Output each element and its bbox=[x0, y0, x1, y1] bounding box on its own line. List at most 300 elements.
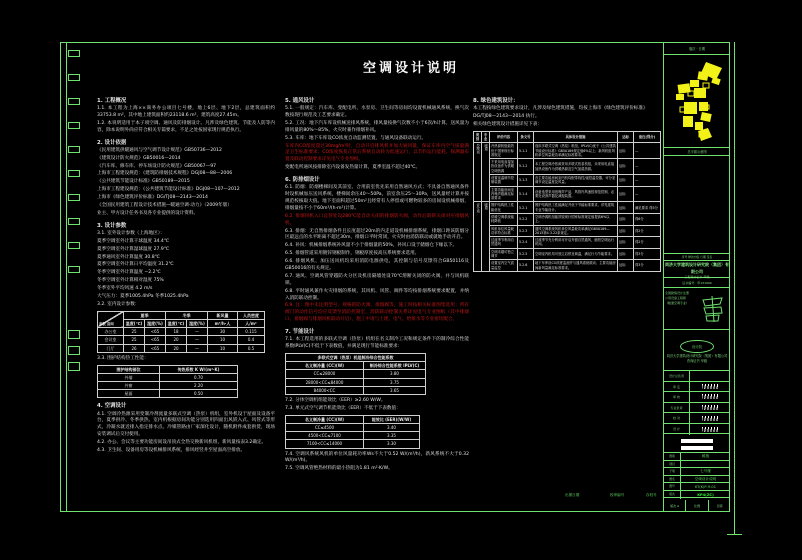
table-cell: — bbox=[634, 143, 661, 159]
table-cell: 5.2.1 bbox=[518, 202, 534, 214]
company-line: 咨询证书 甲级 bbox=[686, 359, 708, 364]
table-cell: 5.1.1 bbox=[518, 143, 534, 159]
binding-box bbox=[68, 242, 80, 249]
spec-paragraph: 6.9. 注：图中未注明型号、规格的防火阀、排烟阀等，施工时按相关标准图集选用；所有阀门的动作信号均应反馈至消防控制室，消防联动控制关系详见电气专业图纸（其中排烟口、排烟阀与排烟风机联动开启），施工中请与土建、电气、给排水等专业密切配合。 bbox=[285, 303, 469, 323]
info-table bbox=[664, 452, 730, 498]
binding-box bbox=[68, 346, 80, 355]
table-row bbox=[286, 415, 420, 423]
spec-paragraph: 3.1. 室外设计参数（上海地区）： bbox=[97, 230, 165, 236]
table-cell: 达标 bbox=[618, 143, 634, 159]
binding-box bbox=[68, 170, 80, 177]
table-cell: 达标 bbox=[618, 260, 634, 272]
signature-label: 校 对 bbox=[664, 413, 690, 423]
spec-paragraph: 冬季空调室外计算相对湿度 75% bbox=[97, 278, 164, 284]
spec-paragraph: 变配电所通风按排除室内设备发热量计算，夏季室温不超过40℃。 bbox=[285, 165, 421, 171]
signature-row bbox=[664, 424, 730, 435]
table-cell: 冷热源机组能效优于国家现行标准规定 bbox=[490, 143, 518, 159]
signature-label: 审 定 bbox=[664, 382, 690, 392]
table-cell: 暖通 bbox=[482, 143, 490, 202]
notes-column-3 bbox=[473, 93, 660, 275]
table-cell: 地下车库设CO浓度监测并与通风系统联动；主要功能房间新风量满足标准要求。 bbox=[535, 261, 616, 270]
table-cell: 空调末端可独立调节 bbox=[490, 248, 518, 260]
spec-paragraph: 冬季室外平均风速 4.2 m/s bbox=[97, 286, 153, 292]
certificate-number: 证书编号：甲131000 bbox=[664, 278, 730, 288]
info-label: 图别 bbox=[664, 453, 681, 460]
table-cell: 供暖空调系统能耗降低 bbox=[490, 214, 518, 226]
table-cell: 温度(℃) bbox=[124, 320, 145, 328]
spec-paragraph: 夏季空调室外计算日平均温度 31.2℃ bbox=[97, 262, 174, 268]
info-value: 七号楼 bbox=[700, 468, 711, 473]
table-cell: 通风空调系统风机单位风量耗功率满足GB50189—2015第4.3.22条规定。 bbox=[534, 225, 618, 237]
table-cell: 满足要求 得5分 bbox=[634, 202, 661, 214]
table-cell: 人/m² bbox=[238, 320, 265, 328]
spec-paragraph: 4.3. 卫生间、设备用房等设机械排风系统，排风经竖井至屋面高空排放。 bbox=[97, 447, 246, 453]
table-cell: <65 bbox=[145, 336, 166, 344]
info-label: 版次 bbox=[664, 491, 681, 499]
binding-box bbox=[68, 266, 80, 273]
spec-paragraph: 冬季空调室外计算温度 −2.2℃ bbox=[97, 270, 161, 276]
info-row bbox=[664, 491, 730, 499]
spec-paragraph: 5.2. 工况：地下汽车库设机械送排风系统，排风量按换气次数不小于6次/h计算，送风量为排风量的80%～85%，火灾时兼作排烟补风。 bbox=[285, 120, 469, 133]
logo-oval: 设计院 bbox=[680, 340, 714, 353]
table-row bbox=[474, 237, 661, 249]
table-row bbox=[286, 432, 420, 440]
strip-cell: 日期 bbox=[716, 504, 723, 508]
table-cell: 达标 bbox=[618, 159, 634, 175]
table-cell: 0.115 bbox=[238, 328, 265, 336]
table-cell: 屋面 bbox=[98, 390, 160, 398]
signature-row bbox=[664, 392, 730, 403]
table-cell: 5.2.3 bbox=[518, 225, 534, 237]
table-cell: 5.2.2 bbox=[518, 214, 534, 226]
signature-row bbox=[664, 403, 730, 414]
table-cell: 得3分 bbox=[634, 260, 661, 272]
table-cell: 传热系数 K W/(m²·K) bbox=[160, 365, 238, 373]
strip-cell: 版次 A bbox=[664, 500, 686, 512]
table-row bbox=[98, 336, 265, 344]
info-value: KT(K)P-9-01 bbox=[695, 484, 716, 489]
table-row bbox=[286, 423, 420, 431]
table-cell: 围护结构热工性能满足并优于节能标准要求，详见建筑专业节能设计。 bbox=[534, 202, 618, 214]
table-cell: 2.20 bbox=[160, 382, 238, 390]
table-cell: 湿度(%) bbox=[145, 320, 166, 328]
table-row bbox=[286, 362, 426, 370]
signature-value bbox=[690, 405, 730, 410]
table-cell: 暖通 bbox=[482, 202, 490, 271]
sheet-edge-line bbox=[734, 42, 735, 534]
spec-paragraph: 《建筑设计防火规范》GB50016—2014 bbox=[97, 155, 181, 161]
company-logo bbox=[664, 338, 730, 354]
table-cell: 3.65 bbox=[364, 386, 426, 394]
table-cell: 外窗 bbox=[98, 382, 160, 390]
table-cell: 名义制冷量 (CC)(W) bbox=[286, 362, 364, 370]
info-label: 项目 bbox=[664, 461, 681, 468]
table-row bbox=[474, 248, 661, 260]
table-row bbox=[474, 202, 661, 214]
signature-value bbox=[690, 427, 730, 432]
table-cell: 外墙 bbox=[98, 373, 160, 381]
key-map-drawing bbox=[668, 58, 726, 144]
table-row bbox=[474, 143, 661, 159]
plot-stamp: 校审编号 bbox=[610, 493, 625, 497]
table-cell: 18 bbox=[166, 328, 187, 336]
spec-paragraph: 7.1. 本工程选用的多联式空调（热泵）机组在名义制冷工况和规定条件下的制冷综合性能系数IPLV(C)不低于下表数值，并满足现行节能标准要求： bbox=[285, 337, 469, 350]
table-cell: 达标 bbox=[618, 248, 634, 260]
table-row bbox=[98, 373, 238, 381]
signature-scribble bbox=[702, 384, 719, 389]
table-unit bbox=[285, 415, 420, 449]
certificate-grade: 工程设计证书 甲级 bbox=[684, 275, 710, 280]
table-cell: CC≤4500 bbox=[286, 423, 364, 431]
signature-scribble bbox=[702, 416, 719, 421]
company-line: 同济大学建筑设计研究院（集团）有限公司 bbox=[666, 354, 728, 358]
signature-label: 设计总负责 bbox=[664, 371, 690, 381]
section-heading: 1. 工程概况 bbox=[97, 98, 127, 104]
spec-paragraph: 车库内CO浓度超过30mg/m³时，自动开启排风机并加大通风量，保证车库内空气质量满足卫生标准要求；CO浓度恢复正常后系统自动转为低速运行，以节约运行能耗。探测器布置及联动控制要求详见电气专业图纸。 bbox=[285, 143, 469, 163]
table-cell: 达标 bbox=[618, 131, 634, 143]
binding-marks bbox=[68, 42, 82, 512]
table-cell: 达标 bbox=[618, 186, 634, 202]
signature-label: 审 核 bbox=[664, 392, 690, 402]
spec-paragraph: 6.3. 排烟：无自然排烟条件且长度超过20m的内走道设机械排烟系统，排烟口距该防烟分区最远点的水平距离不超过30m，排烟口平时常闭，火灾时由消防联动或就地手动开启。 bbox=[285, 228, 469, 241]
table-cell: <65 bbox=[145, 328, 166, 336]
table-row bbox=[474, 175, 661, 187]
key-map-caption: 总平面示意图 bbox=[664, 148, 730, 156]
spec-paragraph: 《汽车库、修车库、停车场设计防火规范》GB50067—97 bbox=[97, 163, 217, 169]
spec-paragraph: 7.5. 空调风管绝热材料的最小热阻为1.81 m²·K/W。 bbox=[285, 466, 393, 472]
table-cell: 得2分 bbox=[634, 225, 661, 237]
stamp-icon bbox=[700, 294, 726, 324]
signature-row bbox=[664, 371, 730, 382]
table-cell: 围护结构部位 bbox=[98, 365, 160, 373]
table-row bbox=[98, 390, 238, 398]
table-cell: 设置室温调节控制装置 bbox=[490, 175, 518, 187]
table-cell: 湿度(%) bbox=[187, 320, 208, 328]
table-cell: 5.1.3 bbox=[518, 175, 534, 187]
table-cell: 20 bbox=[166, 336, 187, 344]
table-cell: 各主要功能房间室内机均配带线控/遥控温控器，可分室调节设定温度及风量。 bbox=[534, 175, 618, 187]
table-cell: — bbox=[187, 344, 208, 352]
spec-paragraph: 夏季空调室外计算湿球温度 27.9℃ bbox=[97, 246, 169, 252]
info-value: 暖施 bbox=[701, 453, 710, 458]
table-cell: — bbox=[634, 175, 661, 187]
table-cell: 84000<CC bbox=[286, 386, 364, 394]
spacer bbox=[664, 330, 730, 338]
redacted-bar bbox=[681, 446, 713, 450]
table-cell: 新风量 bbox=[208, 311, 238, 319]
table-cell: 3.35 bbox=[364, 432, 420, 440]
table-row bbox=[98, 365, 238, 373]
table-cell: 条文号 bbox=[518, 131, 534, 143]
spec-paragraph: 4.1. 空调冷热源采用变制冷剂流量多联式空调（热泵）机组，室外机设于屋面及设备平台，夏季供冷、冬季供热。室内机根据房间功能分别选用四面出风嵌入式、风管式等形式，冷凝水就近排入指定排水点。冷媒管路由厂家深化设计，随机附件成套供货，现场安装调试后交付使用。 bbox=[97, 411, 275, 438]
spec-paragraph: 4.2. 办公、会议等主要功能房间设吊顶式全热交换新风机组，新风量按表3.2确定。 bbox=[97, 440, 267, 446]
table-cell: 0.5 bbox=[238, 344, 265, 352]
table-row bbox=[98, 320, 265, 328]
section-heading: 4. 空调设计 bbox=[97, 403, 127, 410]
signature-value bbox=[690, 416, 730, 421]
table-cell: 围护结构热工性能优化 bbox=[490, 202, 518, 214]
info-label: 图名 bbox=[664, 476, 681, 483]
table-row bbox=[286, 440, 420, 448]
table-indoor bbox=[97, 311, 265, 353]
table-cell: m³/h·人 bbox=[208, 320, 238, 328]
table-cell: 5.1.2 bbox=[518, 159, 534, 175]
table-cell: 专业 bbox=[482, 131, 490, 143]
table-cell: 夏季 bbox=[124, 311, 166, 319]
table-green bbox=[473, 131, 661, 272]
registration-stamp bbox=[696, 288, 730, 329]
spec-paragraph: 5.3. 车库：地下车库设CO浓度自动监测装置，与通风设备联动运行。 bbox=[285, 135, 427, 141]
table-cell: 能效比 (EER)(W/W) bbox=[364, 415, 420, 423]
table-cell: 达标 bbox=[618, 214, 634, 226]
table-cell: 主要功能房间室内噪声级满足标准要求 bbox=[490, 186, 518, 202]
info-label: 子项 bbox=[664, 468, 681, 475]
info-row bbox=[664, 468, 730, 476]
title-block bbox=[663, 42, 730, 512]
info-row bbox=[664, 461, 730, 469]
signature-label: 设 计 bbox=[664, 424, 690, 435]
table-cell: 3.40 bbox=[364, 423, 420, 431]
frame-margin-line bbox=[66, 42, 67, 512]
spec-paragraph: 夏季通风室外计算温度 30.8℃ bbox=[97, 254, 160, 260]
section-heading: 2. 设计依据 bbox=[97, 139, 127, 146]
notes-column-2 bbox=[285, 93, 469, 474]
table-cell: 冬季 bbox=[166, 311, 208, 319]
revision-area bbox=[664, 156, 730, 254]
table-cell: 28000<CC≤84000 bbox=[286, 378, 364, 386]
table-row bbox=[98, 382, 238, 390]
table-cell: 26 bbox=[124, 344, 145, 352]
spec-paragraph: 6.7. 通风、空调风管穿越防火分区及机房隔墙处设70℃熔断关闭的防火阀，并与风机联锁。 bbox=[285, 273, 469, 286]
table-cell: <65 bbox=[145, 344, 166, 352]
table-cell: 10 bbox=[208, 344, 238, 352]
table-envelope bbox=[97, 365, 238, 399]
binding-box bbox=[68, 194, 80, 201]
spec-paragraph: 6.5. 排烟管道采用镀锌钢板制作，钢板厚度按高压系统要求选用。 bbox=[285, 251, 420, 257]
section-heading: 3. 设计参数 bbox=[97, 222, 127, 229]
table-cell: 7100<CC≤14000 bbox=[286, 440, 364, 448]
binding-box bbox=[68, 362, 80, 371]
table-cell: 得2分 bbox=[634, 237, 661, 249]
notes-column-1 bbox=[97, 93, 275, 456]
spec-paragraph: 本工程按绿色建筑要求设计，凡涉及绿色建筑措施，均按上海市《绿色建筑评价标准》 bbox=[473, 106, 648, 112]
table-cell: 过渡季节充分利用可开启外窗自然通风，缩短空调运行时间。 bbox=[534, 237, 618, 249]
spec-paragraph: 《公共建筑节能设计标准》GB50189—2015 bbox=[97, 179, 190, 185]
table-cell: 参数 房间 bbox=[98, 311, 124, 327]
company-text bbox=[664, 354, 730, 370]
table-row bbox=[286, 354, 426, 362]
binding-box bbox=[68, 50, 80, 57]
table-row bbox=[474, 186, 661, 202]
table-vrf bbox=[285, 353, 426, 395]
binding-box bbox=[68, 98, 80, 105]
table-row bbox=[474, 131, 661, 143]
plot-stamp: 存档号 bbox=[646, 493, 657, 497]
table-cell: 30 bbox=[208, 328, 238, 336]
company-name: 同济大学建筑设计研究院（集团）有限公司 bbox=[665, 262, 729, 275]
table-cell: 10 bbox=[208, 336, 238, 344]
table-cell: 3.80 bbox=[364, 370, 426, 378]
table-cell: 设置室内空气质量监控 bbox=[490, 260, 518, 272]
section-heading: 8. 绿色建筑设计： bbox=[473, 98, 519, 104]
revision-header bbox=[664, 42, 730, 55]
sheet-edge-tick bbox=[727, 534, 742, 535]
registration-note bbox=[664, 288, 696, 329]
signature-row bbox=[664, 413, 730, 424]
signature-scribble bbox=[702, 427, 719, 432]
table-cell: 0.4 bbox=[238, 336, 265, 344]
spec-paragraph: 6.1. 防烟：防烟楼梯间及其前室、合用前室优先采用自然通风方式；不具备自然通风条件时设机械加压送风系统，楼梯间余压40～50Pa，前室余压25～30Pa，送风量经计算并按规范校核取大值。地下室面积超过50m²且经常有人停留或可燃物较多的房间设机械排烟，排烟量按不小于60m³/(h·m²)计算。 bbox=[285, 185, 469, 211]
table-cell: 过渡季节利用自然通风 bbox=[490, 237, 518, 249]
table-row bbox=[286, 386, 426, 394]
section-heading: 7. 节能设计 bbox=[285, 329, 315, 336]
redacted-bars bbox=[664, 436, 730, 452]
table-cell: CC≤28000 bbox=[286, 370, 364, 378]
table-cell: 类别 bbox=[474, 131, 482, 143]
table-cell: — bbox=[634, 186, 661, 202]
table-cell: — bbox=[634, 159, 661, 175]
table-cell: 5.2.6 bbox=[518, 260, 534, 272]
registration-area bbox=[664, 288, 730, 330]
table-row bbox=[474, 260, 661, 272]
table-cell: 空调室内机均可独立启停及调温，满足行为节能要求。 bbox=[534, 248, 618, 260]
table-row bbox=[474, 225, 661, 237]
spec-paragraph: 1.2. 本说明适用于本子项空调、通风及防排烟设计。凡涉及绿色建筑、节能及人防等内容，除本说明外尚应符合相关专篇要求，不足之处按国家现行规范执行。 bbox=[97, 120, 275, 133]
spec-paragraph: 6.8. 平时通风兼作火灾排烟的系统，其风机、风管、阀件等均按排烟系统要求配置，并纳入消防联动控制。 bbox=[285, 288, 469, 301]
spec-paragraph: 6.2. 排烟风机入口总管处设280℃能自动关闭的排烟防火阀，动作后联锁关闭对应排烟风机。 bbox=[285, 213, 469, 226]
table-cell: 达标 bbox=[618, 237, 634, 249]
signature-label: 专业负责 bbox=[664, 403, 690, 413]
revision-header-label: 版次 · 日期 bbox=[689, 46, 705, 51]
table-cell: 20 bbox=[166, 344, 187, 352]
spec-paragraph: 上海市工程建设规范：《公共建筑节能设计标准》DGJ08—107—2012 bbox=[97, 187, 240, 193]
spec-paragraph: 7.4. 空调风系统风机的单位风量耗功率Ws不大于0.52 W/(m³/h)，新风系统不大于0.32 W/(m³/h)。 bbox=[285, 451, 469, 464]
signature-value bbox=[690, 384, 730, 389]
plot-stamp: 出图日期 bbox=[565, 493, 580, 497]
page-title: 空调设计说明 bbox=[362, 61, 459, 76]
table-cell: 得6分 bbox=[634, 214, 661, 226]
info-row bbox=[664, 453, 730, 461]
binding-box bbox=[68, 122, 80, 129]
signature-scribble bbox=[702, 405, 719, 410]
table-cell: 人员密度 bbox=[238, 311, 265, 319]
table-cell: 评分项 bbox=[474, 202, 482, 271]
table-cell: 设备选型采用低噪声产品，风管内风速按规范控制，必要处设消声器及减振装置。 bbox=[534, 186, 618, 202]
binding-box bbox=[68, 330, 80, 339]
table-cell: — bbox=[187, 328, 208, 336]
registration-line: 全国勘察设计注册 bbox=[665, 291, 690, 295]
table-cell: 25 bbox=[124, 328, 145, 336]
spec-paragraph: 上海市工程建设规范：《建筑防排烟技术规程》DGJ08—88—2006 bbox=[97, 171, 233, 177]
table-cell: 具体设计措施 bbox=[534, 131, 618, 143]
spec-paragraph: 5.1. 一般规定：汽车库、变配电所、水泵房、卫生间等房间均设置机械通风系统，换气次数按现行规范及工艺要求确定。 bbox=[285, 106, 469, 118]
table-cell: 多联式空调（热泵）机组制冷综合性能系数 bbox=[286, 354, 426, 362]
section-heading: 5. 通风设计 bbox=[285, 98, 315, 104]
info-value: 空调设计说明 bbox=[694, 476, 717, 481]
table-cell: 评价内容 bbox=[490, 131, 518, 143]
table-cell: 0.50 bbox=[160, 390, 238, 398]
spec-paragraph: 《全国民用建筑工程设计技术措施—暖通空调·动力》（2009年版） bbox=[97, 203, 232, 209]
registration-line: （暖通空调专业） bbox=[665, 300, 690, 305]
table-row bbox=[98, 311, 265, 319]
table-row bbox=[474, 214, 661, 226]
spec-paragraph: 7.3. 单元式空气调节机能效比（EER）不低于下表数值： bbox=[285, 405, 401, 411]
revision-row-header: 序号 修改内容 日期 签名 bbox=[664, 254, 730, 261]
signature-row bbox=[664, 382, 730, 393]
table-cell: 得3分 bbox=[634, 248, 661, 260]
section-heading: 6. 防排烟设计 bbox=[285, 177, 320, 184]
binding-box bbox=[68, 146, 80, 153]
table-cell: 空调冷源机组能效较现行国家标准规定值提高6%以上。 bbox=[534, 214, 618, 226]
spec-paragraph: 6.6. 排烟风机、加压送风机均采用消防电源供电，其控制与信号反馈符合GB50116及GB50016的有关规定。 bbox=[285, 259, 469, 272]
spec-paragraph: 上海市《绿色建筑评价标准》DG/TJ08—2143—2014 bbox=[97, 195, 208, 201]
company-banner bbox=[664, 261, 730, 278]
signature-scribble bbox=[702, 394, 719, 399]
table-cell: 备注(得分) bbox=[634, 131, 661, 143]
table-cell: 3.30 bbox=[364, 440, 420, 448]
info-label: 图号 bbox=[664, 483, 681, 490]
spec-paragraph: 业主、甲方设计任务书及各专业提供的设计资料。 bbox=[97, 210, 199, 216]
spec-paragraph: 7.2. 分体空调机组能效比（EER）≥2.60 W/W。 bbox=[285, 397, 386, 403]
signature-value bbox=[690, 394, 730, 399]
table-cell: 制冷综合性能系数 IPLV(C) bbox=[364, 362, 426, 370]
table-row bbox=[286, 378, 426, 386]
spec-paragraph: 3.3. 围护结构热工性能： bbox=[97, 355, 149, 361]
table-cell: 控制项 bbox=[474, 143, 482, 202]
signature-table bbox=[664, 370, 730, 434]
table-cell: 达标 bbox=[618, 202, 634, 214]
table-row bbox=[98, 344, 265, 352]
table-cell: — bbox=[187, 336, 208, 344]
table-cell: 达标 bbox=[618, 175, 634, 187]
table-cell: 风机单位风量耗功率符合标准 bbox=[490, 225, 518, 237]
table-cell: 5.1.4 bbox=[518, 186, 534, 202]
spec-paragraph: DG/TJ08—2143—2014 执行。 bbox=[473, 114, 540, 119]
table-cell: 25 bbox=[124, 336, 145, 344]
table-cell: 达标 bbox=[618, 225, 634, 237]
redacted-bar bbox=[681, 439, 713, 443]
table-cell: 门厅 bbox=[98, 344, 124, 352]
info-value: KP4(ZC) bbox=[697, 492, 714, 497]
info-row bbox=[664, 476, 730, 484]
table-cell: 会议室 bbox=[98, 336, 124, 344]
table-cell: 办公室 bbox=[98, 328, 124, 336]
info-row bbox=[664, 483, 730, 491]
spec-paragraph: 夏季空调室外计算干球温度 34.4℃ bbox=[97, 238, 169, 244]
registration-line: 公用设备工程师 bbox=[665, 295, 687, 300]
table-cell: 3.75 bbox=[364, 378, 426, 386]
revision-strip bbox=[664, 500, 730, 512]
table-cell: 0.70 bbox=[160, 373, 238, 381]
table-row bbox=[474, 159, 661, 175]
table-cell: 4500<CC≤7100 bbox=[286, 432, 364, 440]
table-cell: 名义制冷量 (CC)(W) bbox=[286, 415, 364, 423]
binding-box bbox=[68, 74, 80, 81]
binding-box bbox=[68, 218, 80, 225]
table-cell: 选用多联式空调（热泵）机组，IPLV(C)优于《公共建筑节能设计标准》GB50189规定值6%以上；新风机组风机单位风量耗功率满足标准要求。 bbox=[535, 144, 616, 157]
spec-paragraph: 大气压力：夏季1005.4hPa 冬季1025.4hPa bbox=[97, 294, 189, 300]
table-row bbox=[286, 370, 426, 378]
table-row bbox=[98, 328, 265, 336]
spec-paragraph: 1.1. 本工程为上海××商务办公项目七号楼，地上6层、地下2层，总建筑面积约33753.8 m²，其中地上建筑面积约23118.6 m²，建筑高度27.45m。 bbox=[97, 106, 275, 118]
strip-cell: 比例 bbox=[686, 500, 708, 512]
spec-paragraph: 3.2. 室内设计参数： bbox=[97, 301, 140, 307]
table-cell: 温度(℃) bbox=[166, 320, 187, 328]
table-cell: 5.2.4 bbox=[518, 237, 534, 249]
table-cell: 本工程空调冷热源采用多联式热泵机组，未采用电直接加热设备作为供暖热源及空气加湿热源。 bbox=[534, 159, 618, 175]
spec-paragraph: 6.4. 补风：机械排烟系统补风量不小于排烟量的50%，补风口设于储烟仓下缘以下。 bbox=[285, 243, 458, 249]
key-map bbox=[664, 55, 730, 148]
